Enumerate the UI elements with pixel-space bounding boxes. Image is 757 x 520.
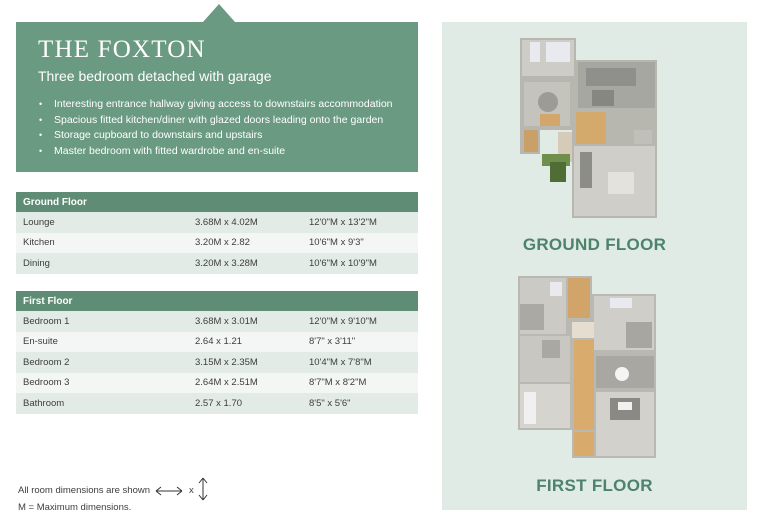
room-imperial: 8'7" x 3'11"	[309, 332, 418, 353]
horizontal-arrow-icon	[155, 486, 183, 496]
room-name: Lounge	[16, 212, 195, 233]
room-name: Dining	[16, 253, 195, 274]
room-name: Bathroom	[16, 393, 195, 414]
table-row	[16, 233, 418, 254]
property-subtitle: Three bedroom detached with garage	[38, 68, 272, 84]
table-row	[16, 373, 418, 394]
room-metric: 3.15M x 2.35M	[195, 352, 309, 373]
room-metric: 3.68M x 4.02M	[195, 212, 309, 233]
floor-plans-panel	[442, 22, 747, 510]
room-imperial: 12'0"M x 9'10"M	[309, 311, 418, 332]
room-imperial: 8'5" x 5'6"	[309, 393, 418, 414]
room-name: Bedroom 2	[16, 352, 195, 373]
table-row	[16, 253, 418, 274]
table-header-row	[16, 291, 418, 311]
header-pointer	[203, 4, 235, 22]
room-metric: 2.57 x 1.70	[195, 393, 309, 414]
room-name: Bedroom 3	[16, 373, 195, 394]
feature-list	[38, 97, 393, 159]
first-floor-table	[16, 291, 418, 414]
room-name: En-suite	[16, 332, 195, 353]
ground-floor-label: GROUND FLOOR	[522, 235, 667, 254]
ground-floor-table	[16, 192, 418, 274]
first-floor-heading: First Floor	[16, 291, 418, 311]
room-metric: 3.68M x 3.01M	[195, 311, 309, 332]
feature-item: • Spacious fitted kitchen/diner with glazed doors leading onto the garden	[38, 113, 393, 129]
room-name: Bedroom 1	[16, 311, 195, 332]
room-imperial: 8'7"M x 8'2"M	[309, 373, 418, 394]
room-metric: 2.64M x 2.51M	[195, 373, 309, 394]
ground-floor-plan	[520, 38, 657, 218]
table-row	[16, 212, 418, 233]
table-row	[16, 393, 418, 414]
feature-item: • Master bedroom with fitted wardrobe and en-suite	[38, 144, 393, 160]
ground-floor-heading: Ground Floor	[16, 192, 418, 212]
room-imperial: 10'6"M x 10'9"M	[309, 253, 418, 274]
room-imperial: 10'6"M x 9'3"	[309, 233, 418, 254]
room-metric: 3.20M x 2.82	[195, 233, 309, 254]
maximum-note: M = Maximum dimensions.	[18, 502, 132, 513]
times-symbol: x	[189, 485, 194, 496]
dimensions-text: All room dimensions are shown	[18, 485, 151, 496]
feature-item: • Storage cupboard to downstairs and upstairs	[38, 128, 393, 144]
table-row	[16, 311, 418, 332]
first-floor-plan	[518, 276, 656, 458]
property-title: THE FOXTON	[38, 36, 206, 63]
room-imperial: 10'4"M x 7'8"M	[309, 352, 418, 373]
first-floor-label: FIRST FLOOR	[536, 476, 653, 495]
table-row	[16, 332, 418, 353]
room-name: Kitchen	[16, 233, 195, 254]
dimensions-footnote	[18, 481, 208, 515]
vertical-arrow-icon	[198, 477, 208, 501]
table-row	[16, 352, 418, 373]
floor-plan-drawings	[442, 22, 747, 510]
room-metric: 3.20M x 3.28M	[195, 253, 309, 274]
dimension-legend	[18, 481, 208, 501]
property-header	[16, 22, 418, 172]
table-header-row	[16, 192, 418, 212]
room-imperial: 12'0"M x 13'2"M	[309, 212, 418, 233]
feature-item: • Interesting entrance hallway giving access to downstairs accommodation	[38, 97, 393, 113]
room-metric: 2.64 x 1.21	[195, 332, 309, 353]
